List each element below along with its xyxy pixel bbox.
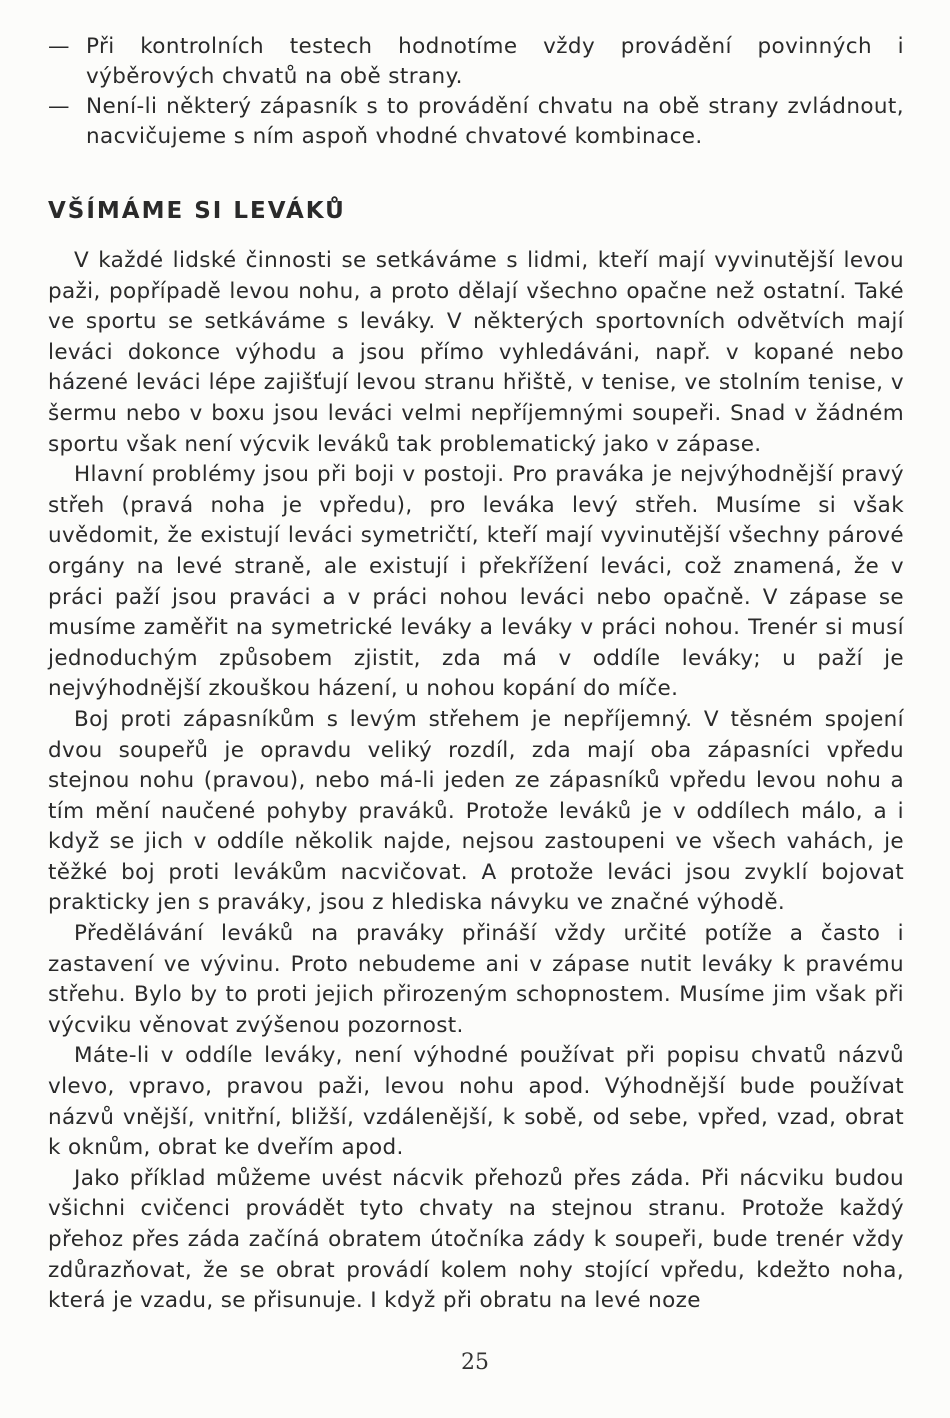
paragraph: Jako příklad můžeme uvést nácvik přehozů přes záda. Při nácviku budou všichni cvičenci provádět tyto chvaty na stejnou stranu. Protože každý přehoz přes záda začíná obratem útočníka zády k soupeři, bude trenér vždy zdůrazňovat, že se obrat provádí kolem nohy stojící vpředu, kdežto noha, která je vzadu, se přisunuje. I když při obratu na levé noze <box>48 1165 904 1314</box>
paragraph: V každé lidské činnosti se setkáváme s lidmi, kteří mají vyvinutější levou paži, popřípadě levou nohu, a proto dělají všechno opačne než ostatní. Také ve sportu se setkáváme s leváky. V některých sportovních odvětvích mají leváci dokonce výhodu a jsou přímo vyhledáváni, např. v kopané nebo házené leváci lépe zajišťují levou stranu hřiště, v tenise, ve stolním tenise, v šermu nebo v boxu jsou leváci velmi nepříjemnými soupeři. Snad v žádném sportu však není výcvik leváků tak problematický jako v zápase. <box>48 248 904 457</box>
paragraph: Máte-li v oddíle leváky, není výhodné používat při popisu chvatů názvů vlevo, vpravo, pravou paži, levou nohu apod. Výhodnější bude používat názvů vnější, vnitřní, bližší, vzdálenější, k sobě, od sebe, vpřed, vzad, obrat k oknům, obrat ke dveřím apod. <box>48 1043 904 1161</box>
page-number: 25 <box>461 1350 489 1375</box>
section-heading: VŠÍMÁME SI LEVÁKŮ <box>48 198 346 224</box>
paragraph: Boj proti zápasníkům s levým střehem je nepříjemný. V těsném spojení dvou soupeřů je opravdu veliký rozdíl, zda mají oba zápasníci vpředu stejnou nohu (pravou), nebo má-li jeden ze zápasníků vpředu levou nohu a tím mění naučené pohyby praváků. Protože leváků je v oddílech málo, a i když se jich v oddíle několik najde, nejsou zastoupeni ve všech vahách, je těžké boj proti levákům nacvičovat. A protože leváci jsou zvyklí bojovat prakticky jen s praváky, jsou z hlediska návyku ve značné výhodě. <box>48 706 904 916</box>
bullet-text: Při kontrolních testech hodnotíme vždy provádění povinných i výběrových chvatů na obě strany. <box>86 34 904 89</box>
paragraph: Předělávání leváků na praváky přináší vždy určité potíže a často i zastavení ve vývinu. Proto nebudeme ani v zápase nutit leváky k pravému střehu. Bylo by to proti jejich přirozeným schopnostem. Musíme jim však při výcviku věnovat zvýšenou pozornost. <box>48 921 904 1038</box>
bullet-item <box>48 32 904 92</box>
paragraph: Hlavní problémy jsou při boji v postoji. Pro praváka je nejvýhodnější pravý střeh (pravá noha je vpředu), pro leváka levý střeh. Musíme si však uvědomit, že existují leváci symetričtí, kteří mají vyvinutější všechny párové orgány na levé straně, ale existují i překřížení leváci, což znamená, že v práci paží jsou praváci a v práci nohou leváci nebo opačně. V zápase se musíme zaměřit na symetrické leváky a leváky v práci nohou. Trenér si musí jednoduchým způsobem zjistit, zda má v oddíle leváky; u paží je nejvýhodnější zkouškou házení, u nohou kopání do míče. <box>48 462 904 702</box>
bullet-item <box>48 92 904 152</box>
bullet-text: Není-li některý zápasník s to provádění chvatu na obě strany zvládnout, nacvičujeme s ním aspoň vhodné chvatové kombinace. <box>86 94 904 149</box>
dash-marker: — <box>48 94 70 119</box>
dash-marker: — <box>48 34 70 59</box>
page-body <box>48 32 904 1317</box>
bullet-list <box>48 32 904 152</box>
